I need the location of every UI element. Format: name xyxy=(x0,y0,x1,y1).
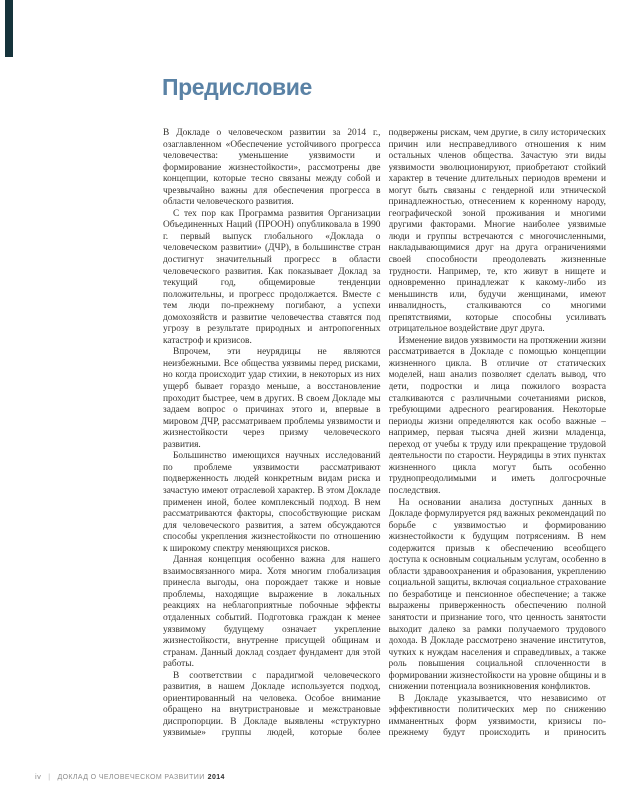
footer-report-title: ДОКЛАД О ЧЕЛОВЕЧЕСКОМ РАЗВИТИИ xyxy=(57,774,205,781)
page-number: iv xyxy=(35,772,42,781)
paragraph: Изменение видов уязвимости на протяжении жизни рассматривается в Докладе с помощью концепции жизненного цикла. В отличие от статических моделей, наш анализ позволяет сделать вывод, что дети, подростки и лица пожилого возраста сталкиваются с различными сочетаниями рисков, требующими адресного реагирования. Некоторые периоды жизни определяются как особо важные – например, первая тысяча дней жизни младенца, переход от учебы к труду или прекращение трудовой деятельности по старости. Неурядицы в этих пунктах жизненного цикла могут быть особенно труднопреодолимыми и иметь долгосрочные последствия. xyxy=(388,335,606,496)
right-column xyxy=(389,128,607,758)
paragraph: В Докладе о человеческом развитии за 2014 г., озаглавленном «Обеспечение устойчивого прогресса человечества: уменьшение уязвимости и формирование жизнестойкости», рассмотрены две концепции, которые тесно связаны между собой и чрезвычайно важны для обеспечения прогресса в области человеческого развития. xyxy=(163,128,381,208)
paragraph: Впрочем, эти неурядицы не являются неизбежными. Все общества уязвимы перед рисками, но когда происходит удар стихии, в некоторых из них ущерб бывает гораздо меньше, а восстановление проходит быстрее, чем в других. В своем Докладе мы задаем вопрос о причинах этого и, впервые в мировом ДЧР, рассматриваем проблемы уязвимости и жизнестойкости через призму человеческого развития. xyxy=(163,347,381,450)
paragraph: Данная концепция особенно важна для нашего взаимосвязанного мира. Хотя многим глобализация принесла выгоды, она порождает также и новые проблемы, находящие выражение в локальных реакциях на неблагоприятные побочные эффекты отдаленных событий. Подготовка граждан к менее уязвимому будущему означает укрепление жизнестойкости, внутренне присущей общинам и странам. Данный доклад создает фундамент для этой работы. xyxy=(163,555,381,670)
left-column xyxy=(163,128,381,758)
page-title: Предисловие xyxy=(162,74,312,100)
paragraph: В соответствии с парадигмой человеческого развития, в нашем Докладе используется подход, ориентированный на человека. Особое внимание обращено на внутристрановые и межстрановые диспропорции. В Докладе выявлены «структурно уязвимые» группы людей, которые более xyxy=(163,670,381,739)
paragraph: С тех пор как Программа развития Организации Объединенных Наций (ПРООН) опубликовала в 1990 г. первый выпуск глобального «Доклада о человеческом развитии» (ДЧР), в большинстве стран достигнут значительный прогресс в области человеческого развития. Как показывает Доклад за текущий год, общемировые тенденции положительны, и прогресс продолжается. Вместе с тем люди по-прежнему погибают, а успехи домохозяйств и развитие человечества ставятся под угрозу в результате природных и антропогенных катастроф и кризисов. xyxy=(163,208,381,346)
corner-tab xyxy=(5,0,13,57)
text-columns xyxy=(163,128,606,758)
paragraph: В Докладе указывается, что независимо от эффективности политических мер по снижению имманентных форм уязвимости, кризисы по-прежнему будут происходить и приносить xyxy=(388,693,606,739)
footer-separator: | xyxy=(48,774,51,781)
footer-year: 2014 xyxy=(207,774,225,781)
paragraph: Большинство имеющихся научных исследований по проблеме уязвимости рассматривают подверженность людей конкретным видам риска и зачастую имеют отраслевой характер. В этом Докладе применен иной, более комплексный подход. В нем рассматриваются факторы, способствующие рискам для человеческого развития, а затем обсуждаются способы укрепления жизнестойкости по отношению к широкому спектру меняющихся рисков. xyxy=(163,451,381,554)
paragraph: На основании анализа доступных данных в Докладе формулируется ряд важных рекомендаций по борьбе с уязвимостью и формированию жизнестойкости к будущим потрясениям. В нем содержится призыв к обеспечению всеобщего доступа к основным социальным услугам, особенно в области здравоохранения и образования, укреплению социальной защиты, включая социальное страхование по безработице и пенсионное обеспечение; а также выражены приверженность обеспечению полной занятости и признание того, что ценность занятости выходит далеко за рамки получаемого трудового дохода. В Докладе рассмотрено значение институтов, чутких к нуждам населения и справедливых, а также роль повышения социальной сплоченности в формировании жизнестойкости на уровне общины и в снижении потенциала возникновения конфликтов. xyxy=(388,497,606,693)
page-footer xyxy=(35,772,225,781)
paragraph: подвержены рискам, чем другие, в силу исторических причин или несправедливого отношения к ним остальных членов общества. Зачастую эти виды уязвимости эволюционируют, приобретают стойкий характер в течение длительных периодов времени и могут быть связаны с гендерной или этнической принадлежностью, отнесением к коренному народу, географической зоной проживания и многими другими факторами. Многие наиболее уязвимые люди и группы встречаются с многочисленными, накладывающимися друг на друга ограничениями своей способности преодолевать жизненные трудности. Например, те, кто живут в нищете и одновременно принадлежат к какому-либо из меньшинств или, будучи женщинами, имеют инвалидность, сталкиваются со многими препятствиями, которые способны усиливать отрицательное воздействие друг друга. xyxy=(388,128,606,335)
